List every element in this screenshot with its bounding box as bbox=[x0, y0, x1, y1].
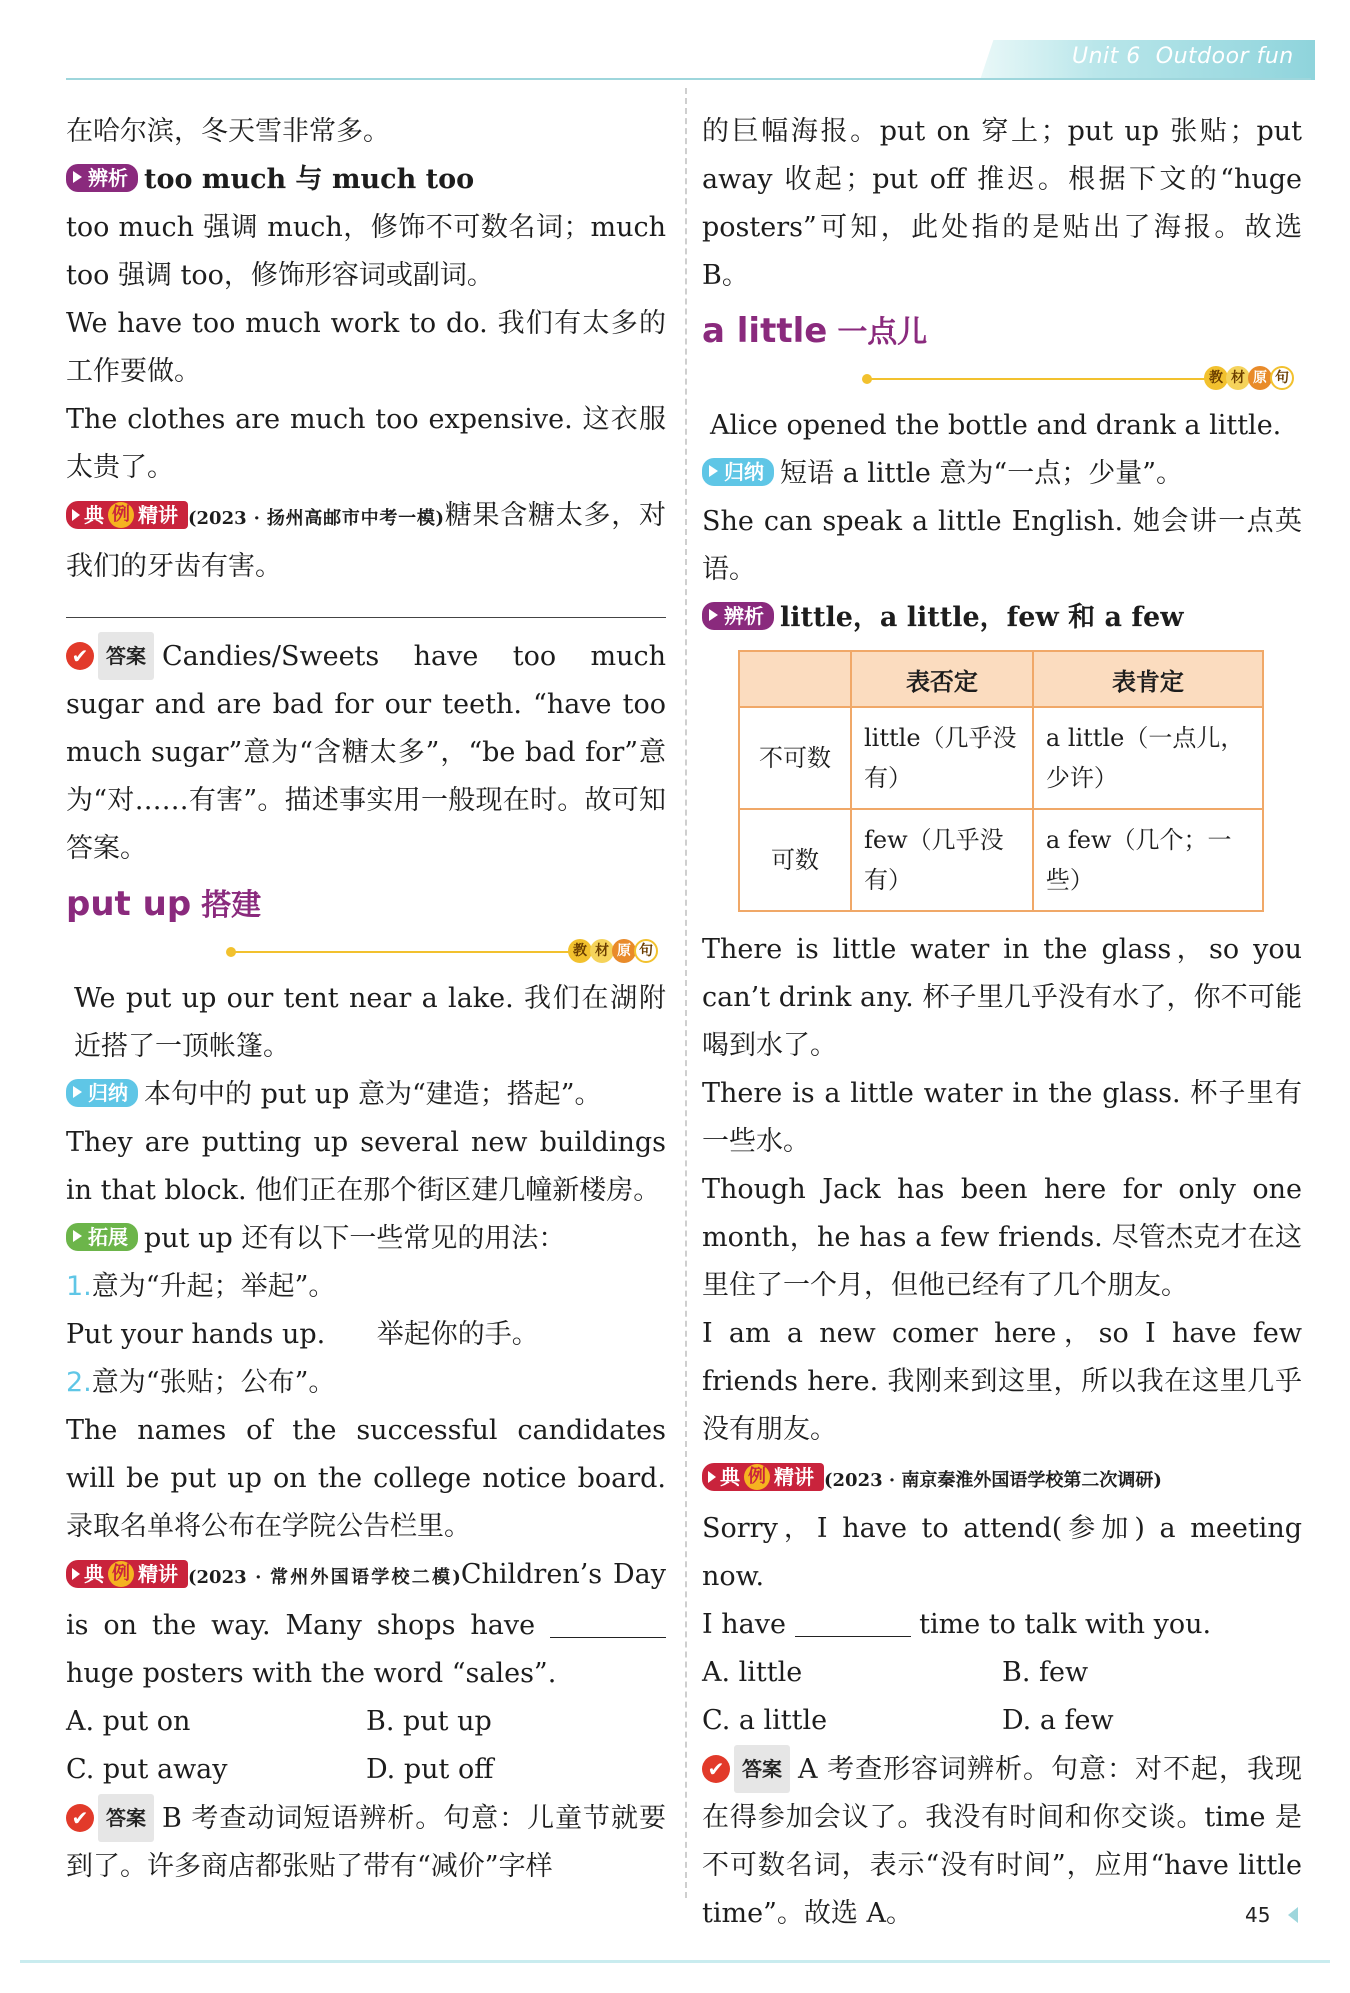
example-sentence: Put your hands up. 举起你的手。 bbox=[66, 1319, 539, 1350]
text-line: 在哈尔滨，冬天雪非常多。 bbox=[66, 116, 390, 147]
bianxi-heading: 辨析 little，a little，few 和 a few bbox=[702, 594, 1302, 642]
exercise-3-text: I have time to talk with you. bbox=[702, 1609, 1212, 1640]
exercise-3-text: Sorry，I have to attend(参加) a meeting now. bbox=[702, 1513, 1302, 1592]
option: B. few bbox=[1002, 1657, 1089, 1688]
tuozhan-tag: 拓展 bbox=[66, 1223, 138, 1251]
example-sentence: Though Jack has been here for only one month，he has a few friends. 尽管杰克才在这里住了一个月，但他已经有了几个朋友。 bbox=[702, 1174, 1302, 1301]
exercise-3-heading: 典 例 精讲 (2023 · 南京秦淮外国语学校第二次调研) bbox=[702, 1454, 1302, 1505]
answer-blank bbox=[795, 1608, 911, 1637]
dianli-tag: 典 例 精讲 bbox=[66, 1560, 188, 1588]
footer-rule bbox=[20, 1960, 1330, 1963]
usage-2: 2.意为“张贴；公布”。 bbox=[66, 1367, 336, 1398]
option: B. put up bbox=[366, 1706, 492, 1737]
dianli-tag: 典 例 精讲 bbox=[66, 501, 188, 529]
left-column bbox=[66, 108, 666, 1891]
exercise-2: 典 例 精讲 (2023 · 常州外国语学校二模)Children’s Day is on the way. Many shops have huge posters with the word “sales”. bbox=[66, 1559, 666, 1689]
textbook-original-badge-icon: 教 材 原 句 bbox=[1206, 366, 1294, 390]
option: A. put on bbox=[66, 1706, 191, 1737]
answer-2: ✔ 答案 B 考查动词短语辨析。句意：儿童节就要到了。许多商店都张贴了带有“减价”字样 bbox=[66, 1794, 666, 1891]
table-header: 表肯定 bbox=[1033, 651, 1263, 707]
guina-note: 归纳 短语 a little 意为“一点；少量”。 bbox=[702, 450, 1302, 498]
example-sentence: There is little water in the glass，so you can’t drink any. 杯子里几乎没有水了，你不可能喝到水了。 bbox=[702, 934, 1302, 1061]
check-icon: ✔ bbox=[66, 1804, 94, 1832]
table-cell: a few（几个；一些） bbox=[1033, 809, 1263, 911]
table-cell: 不可数 bbox=[739, 707, 851, 809]
guina-tag: 归纳 bbox=[702, 458, 774, 486]
right-column bbox=[702, 108, 1302, 1938]
answer-blank bbox=[550, 1609, 666, 1638]
textbook-source-marker bbox=[702, 362, 1302, 396]
table-row bbox=[739, 809, 1263, 911]
page-arrow-icon bbox=[1288, 1907, 1298, 1923]
option: D. a few bbox=[1002, 1705, 1114, 1736]
option: A. little bbox=[702, 1657, 803, 1688]
bianxi-tag: 辨析 bbox=[66, 164, 138, 192]
answer-1: ✔ 答案 Candies/Sweets have too much sugar and are bad for our teeth. “have too much sugar”意为“含糖太多”，“be bad for”意为“对……有害”。描述事实用一般现在时。故可知答案。 bbox=[66, 632, 666, 873]
option: C. a little bbox=[702, 1705, 828, 1736]
example-sentence: The names of the successful candidates will be put up on the college notice board. 录取名单将公布在学院公告栏里。 bbox=[66, 1415, 666, 1542]
exercise-1: 典 例 精讲 (2023 · 扬州高邮市中考一模)糖果含糖太多，对我们的牙齿有害。 bbox=[66, 500, 666, 582]
bianxi-tag: 辨析 bbox=[702, 602, 774, 630]
textbook-sentence: We put up our tent near a lake. 我们在湖附近搭了一顶帐篷。 bbox=[74, 983, 666, 1062]
entry-put-up: put up 搭建 bbox=[66, 884, 262, 924]
table-cell: a little（一点儿，少许） bbox=[1033, 707, 1263, 809]
answer-2-continued: 的巨幅海报。put on 穿上；put up 张贴；put away 收起；put off 推迟。根据下文的“huge posters”可知，此处指的是贴出了海报。故选 B。 bbox=[702, 116, 1302, 291]
table-cell: little（几乎没有） bbox=[851, 707, 1033, 809]
page-number: 45 bbox=[1245, 1903, 1271, 1927]
exercise-3-options bbox=[702, 1649, 1302, 1745]
example-sentence: I am a new comer here，so I have few friends here. 我刚来到这里，所以我在这里几乎没有朋友。 bbox=[702, 1318, 1302, 1445]
header-rule bbox=[66, 78, 1311, 80]
example-sentence: There is a little water in the glass. 杯子里有一些水。 bbox=[702, 1078, 1302, 1157]
table-header: 表否定 bbox=[851, 651, 1033, 707]
column-divider bbox=[685, 88, 687, 1898]
table-cell: 可数 bbox=[739, 809, 851, 911]
comparison-table bbox=[738, 650, 1264, 912]
textbook-source-marker bbox=[66, 935, 666, 969]
example-sentence: They are putting up several new buildings in that block. 他们正在那个街区建几幢新楼房。 bbox=[66, 1127, 666, 1206]
answer-tag: ✔ 答案 bbox=[66, 632, 154, 680]
example-sentence: She can speak a little English. 她会讲一点英语。 bbox=[702, 506, 1302, 585]
table-row bbox=[739, 707, 1263, 809]
answer-rule bbox=[66, 617, 666, 618]
textbook-original-badge-icon: 教 材 原 句 bbox=[570, 939, 658, 963]
answer-3: ✔ 答案 A 考查形容词辨析。句意：对不起，我现在得参加会议了。我没有时间和你交谈。time 是不可数名词，表示“没有时间”，应用“have little time”。故选 A。 bbox=[702, 1745, 1302, 1938]
textbook-sentence: Alice opened the bottle and drank a little. bbox=[710, 410, 1282, 441]
answer-tag: ✔ 答案 bbox=[702, 1745, 790, 1793]
check-icon: ✔ bbox=[66, 642, 94, 670]
table-header bbox=[739, 651, 851, 707]
usage-1: 1.意为“升起；举起”。 bbox=[66, 1271, 336, 1302]
guina-note: 归纳 本句中的 put up 意为“建造；搭起”。 bbox=[66, 1071, 666, 1119]
table-cell: few（几乎没有） bbox=[851, 809, 1033, 911]
bianxi-heading: 辨析 too much 与 much too bbox=[66, 156, 666, 204]
example-sentence: The clothes are much too expensive. 这衣服太贵了。 bbox=[66, 404, 666, 483]
option: C. put away bbox=[66, 1754, 228, 1785]
example-sentence: We have too much work to do. 我们有太多的工作要做。 bbox=[66, 308, 666, 387]
guina-tag: 归纳 bbox=[66, 1079, 138, 1107]
answer-tag: ✔ 答案 bbox=[66, 1794, 154, 1842]
check-icon: ✔ bbox=[702, 1755, 730, 1783]
dianli-tag: 典 例 精讲 bbox=[702, 1463, 824, 1491]
header-title: Unit 6 Outdoor fun bbox=[1072, 44, 1294, 69]
bianxi-explanation: too much 强调 much，修饰不可数名词；much too 强调 too，修饰形容词或副词。 bbox=[66, 212, 666, 291]
option: D. put off bbox=[366, 1754, 494, 1785]
entry-a-little: a little 一点儿 bbox=[702, 311, 928, 351]
tuozhan-note: 拓展 put up 还有以下一些常见的用法： bbox=[66, 1215, 666, 1263]
exercise-2-options bbox=[66, 1698, 666, 1794]
